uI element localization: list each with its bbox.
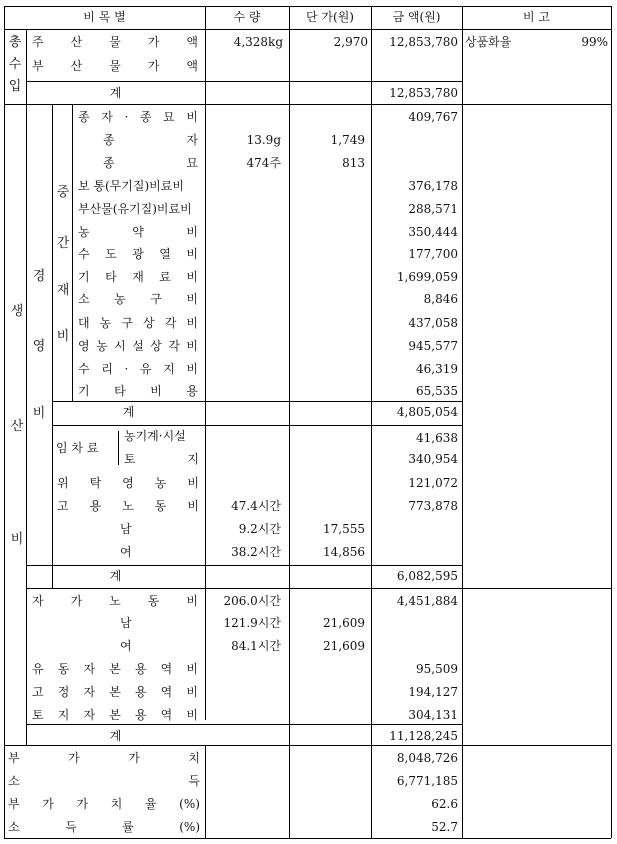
revenue-total-amount: 12,853,780	[389, 86, 458, 100]
seed-qty: 13.9g	[246, 133, 281, 147]
production-total-amount: 11,128,245	[389, 729, 458, 743]
income-rate-label-char: (%)	[179, 820, 200, 834]
table-rule-horizontal	[26, 724, 462, 725]
production-group-char: 비	[10, 532, 24, 547]
revenue-group-char: 입	[8, 79, 22, 94]
fixed-capital-label-char: 정	[57, 685, 70, 699]
intermediate-cost-char: 비	[56, 329, 70, 344]
small-tools-label-char: 소	[78, 292, 90, 306]
seed-total-label-char: ·	[124, 110, 129, 124]
machinery-depreciation-label-char: 비	[186, 316, 198, 330]
hired-labor-label-char: 비	[187, 499, 199, 513]
income-rate-label-char: 득	[65, 820, 77, 834]
main-product-label	[32, 35, 198, 49]
header-qty: 수 량	[233, 10, 261, 24]
value-added-rate-label-char: 치	[110, 797, 123, 811]
own-labor-amount: 4,451,884	[396, 594, 458, 608]
table-rule-horizontal	[26, 565, 462, 566]
income-rate-label-char: 률	[122, 820, 134, 834]
table-rule-horizontal	[4, 838, 611, 839]
own-male-label: 남	[120, 616, 132, 630]
revenue-group-char: 총	[8, 35, 22, 50]
hired-labor-qty: 47.4시간	[231, 499, 281, 513]
seedling-label-char: 묘	[186, 156, 198, 170]
land-capital-amount: 304,131	[408, 708, 458, 722]
rent-bracket	[118, 431, 119, 465]
table-rule-horizontal	[4, 104, 611, 105]
table-rule-vertical	[289, 6, 290, 838]
machinery-depreciation-label-char: 각	[164, 316, 177, 330]
other-costs-label-char: 기	[78, 384, 90, 398]
repair-label-char: 수	[78, 362, 90, 376]
other-costs-label-char: 타	[114, 384, 126, 398]
seed-label-char: 종	[103, 133, 115, 147]
by-product-label-char: 부	[32, 59, 44, 73]
machinery-depreciation-label	[78, 316, 198, 330]
table-rule-vertical	[611, 6, 612, 838]
value-added-label-char: 부	[8, 751, 20, 765]
value-added-rate-label-char: 부	[8, 797, 20, 811]
main-product-label-char: 액	[186, 35, 198, 49]
repair-label-char: 비	[186, 362, 198, 376]
other-materials-label-char: 기	[78, 270, 90, 284]
machinery-depreciation-amount: 437,058	[408, 316, 458, 330]
working-capital-label-char: 역	[160, 662, 173, 676]
intermediate-total-amount: 4,805,054	[396, 405, 458, 419]
value-added-amount: 8,048,726	[396, 751, 458, 765]
fixed-capital-label-char: 용	[134, 685, 147, 699]
own-female-label: 여	[120, 639, 132, 653]
small-tools-label-char: 구	[150, 292, 162, 306]
seed-total-label-char: 종	[78, 110, 90, 124]
fixed-capital-label-char: 비	[186, 685, 198, 699]
seedling-label-char: 종	[103, 156, 115, 170]
facility-depreciation-label-char: 영	[78, 339, 90, 353]
seed-unit: 1,749	[330, 133, 365, 147]
fert-byproduct-label: 부산물(유기질)비료비	[78, 202, 192, 216]
by-product-label-char: 물	[109, 59, 121, 73]
pesticide-amount: 350,444	[408, 225, 458, 239]
utilities-label-char: 열	[159, 247, 171, 261]
pesticide-label	[78, 225, 198, 239]
facility-depreciation-amount: 945,577	[408, 339, 458, 353]
facility-depreciation-label-char: 비	[186, 339, 198, 353]
intermediate-cost-char: 간	[56, 236, 70, 251]
value-added-label-char: 가	[128, 751, 140, 765]
seed-total-amount: 409,767	[408, 110, 458, 124]
table-rule-vertical	[26, 104, 27, 745]
management-cost-char: 경	[32, 269, 46, 284]
header-note: 비 고	[523, 10, 550, 24]
main-product-unit: 2,970	[333, 35, 368, 49]
management-cost-char: 비	[32, 406, 46, 421]
contract-label-char: 비	[187, 476, 199, 490]
facility-depreciation-label-char: 상	[150, 339, 162, 353]
utilities-label-char: 도	[105, 247, 117, 261]
working-capital-label	[32, 662, 198, 676]
seed-total-label	[78, 110, 198, 124]
header-amount: 금 액(원)	[392, 10, 441, 24]
repair-label-char: 리	[101, 362, 113, 376]
own-labor-label-char: 노	[109, 594, 121, 608]
management-total-amount: 6,082,595	[396, 569, 458, 583]
facility-depreciation-label-char: 농	[96, 339, 108, 353]
rent-land-label-char: 토	[124, 452, 136, 466]
repair-label-char: ·	[124, 362, 129, 376]
income-amount: 6,771,185	[396, 774, 458, 788]
rent-land-label-char: 지	[187, 452, 199, 466]
intermediate-cost-char: 재	[56, 283, 70, 298]
land-capital-label-char: 자	[83, 708, 96, 722]
own-labor-label-char: 동	[147, 594, 160, 608]
hired-labor-label-char: 용	[89, 499, 102, 513]
land-capital-label-char: 토	[32, 708, 44, 722]
value-added-rate-label-char: (%)	[179, 797, 200, 811]
own-labor-qty: 206.0시간	[223, 594, 281, 608]
repair-label-char: 유	[139, 362, 152, 376]
hired-male-qty: 9.2시간	[238, 522, 281, 536]
revenue-total-label: 계	[109, 86, 122, 100]
other-materials-label-char: 재	[132, 270, 144, 284]
table-rule-vertical	[462, 6, 463, 838]
working-capital-label-char: 본	[109, 662, 121, 676]
income-rate-label-char: 소	[8, 820, 20, 834]
by-product-label	[32, 59, 198, 73]
table-rule-vertical	[52, 104, 53, 588]
hired-male-unit: 17,555	[323, 522, 365, 536]
land-capital-label-char: 역	[160, 708, 173, 722]
small-tools-label-char: 농	[114, 292, 126, 306]
small-tools-amount: 8,846	[423, 292, 458, 306]
management-cost-char: 영	[32, 339, 46, 354]
table-rule-vertical	[205, 6, 206, 720]
utilities-label-char: 비	[186, 247, 198, 261]
working-capital-label-char: 자	[83, 662, 96, 676]
hired-labor-label	[57, 499, 199, 513]
land-capital-label	[32, 708, 198, 722]
main-product-qty: 4,328kg	[233, 35, 283, 49]
seed-total-label-char: 종	[139, 110, 152, 124]
fixed-capital-label-char: 고	[32, 685, 44, 699]
rent-land-label	[124, 452, 199, 466]
other-costs-label-char: 용	[186, 384, 198, 398]
other-materials-label-char: 비	[186, 270, 198, 284]
other-costs-label-char: 비	[150, 384, 162, 398]
fert-byproduct-amount: 288,571	[408, 202, 458, 216]
rent-machine-amount: 41,638	[416, 431, 458, 445]
table-rule-vertical	[72, 104, 73, 401]
working-capital-label-char: 유	[32, 662, 44, 676]
income-label	[8, 774, 200, 788]
seedling-unit: 813	[342, 156, 365, 170]
contract-label-char: 위	[57, 476, 69, 490]
value-added-rate-label-char: 율	[144, 797, 157, 811]
fert-normal-label: 보 통(무기질)비료비	[78, 179, 184, 193]
facility-depreciation-label-char: 설	[132, 339, 144, 353]
main-product-label-char: 물	[109, 35, 121, 49]
table-rule-vertical	[205, 745, 206, 838]
main-product-amount: 12,853,780	[389, 35, 458, 49]
own-labor-label-char: 비	[186, 594, 198, 608]
commercialization-label: 상품화율	[465, 35, 512, 49]
hired-male-label: 남	[120, 522, 132, 536]
value-added-rate-label	[8, 797, 200, 811]
land-capital-label-char: 본	[109, 708, 121, 722]
table-rule-horizontal	[26, 81, 462, 82]
rent-machine-label: 농기계·시설	[124, 429, 186, 443]
seed-label-char: 자	[186, 133, 198, 147]
by-product-label-char: 액	[186, 59, 198, 73]
seed-total-label-char: 자	[101, 110, 113, 124]
own-labor-label	[32, 594, 198, 608]
seedling-qty: 474주	[246, 156, 281, 170]
fixed-capital-label-char: 자	[83, 685, 96, 699]
other-materials-amount: 1,699,059	[396, 270, 458, 284]
fixed-capital-label	[32, 685, 198, 699]
hired-labor-amount: 773,878	[408, 499, 458, 513]
table-rule-horizontal	[52, 401, 462, 402]
land-capital-label-char: 용	[134, 708, 147, 722]
main-product-label-char: 가	[147, 35, 160, 49]
seedling-label	[103, 156, 198, 170]
table-rule-horizontal	[26, 588, 611, 589]
commercialization-value: 99%	[581, 35, 608, 49]
other-costs-label	[78, 384, 198, 398]
value-added-label-char: 치	[188, 751, 200, 765]
facility-depreciation-label	[78, 339, 198, 353]
income-label-char: 소	[8, 774, 20, 788]
table-rule-vertical	[4, 6, 5, 838]
working-capital-label-char: 동	[57, 662, 70, 676]
fixed-capital-label-char: 역	[160, 685, 173, 699]
revenue-group-char: 수	[8, 57, 22, 72]
other-materials-label-char: 료	[159, 270, 171, 284]
fixed-capital-amount: 194,127	[408, 685, 458, 699]
utilities-amount: 177,700	[408, 247, 458, 261]
working-capital-label-char: 비	[186, 662, 198, 676]
income-rate-amount: 52.7	[431, 820, 458, 834]
value-added-rate-label-char: 가	[76, 797, 89, 811]
other-costs-amount: 65,535	[416, 384, 458, 398]
fert-normal-amount: 376,178	[408, 179, 458, 193]
contract-label	[57, 476, 199, 490]
hired-labor-label-char: 고	[57, 499, 69, 513]
repair-amount: 46,319	[416, 362, 458, 376]
pesticide-label-char: 비	[186, 225, 198, 239]
value-added-rate-amount: 62.6	[431, 797, 458, 811]
value-added-rate-label-char: 가	[42, 797, 54, 811]
rent-land-amount: 340,954	[408, 452, 458, 466]
seed-total-label-char: 비	[186, 110, 198, 124]
other-materials-label	[78, 270, 198, 284]
hired-female-qty: 38.2시간	[231, 545, 281, 559]
main-product-label-char: 주	[32, 35, 44, 49]
hired-labor-label-char: 노	[122, 499, 134, 513]
repair-label	[78, 362, 198, 376]
facility-depreciation-label-char: 시	[114, 339, 126, 353]
machinery-depreciation-label-char: 농	[99, 316, 112, 330]
contract-label-char: 영	[122, 476, 134, 490]
seed-label	[103, 133, 198, 147]
machinery-depreciation-label-char: 상	[143, 316, 155, 330]
contract-label-char: 탁	[89, 476, 102, 490]
utilities-label	[78, 247, 198, 261]
rent-label: 임 차 료	[56, 441, 99, 455]
contract-label-char: 농	[154, 476, 167, 490]
utilities-label-char: 광	[132, 247, 144, 261]
machinery-depreciation-label-char: 대	[78, 316, 90, 330]
machinery-depreciation-label-char: 구	[121, 316, 133, 330]
own-female-unit: 21,609	[323, 639, 365, 653]
seed-total-label-char: 묘	[163, 110, 175, 124]
hired-female-unit: 14,856	[323, 545, 365, 559]
main-product-label-char: 산	[70, 35, 83, 49]
own-male-unit: 21,609	[323, 616, 365, 630]
table-rule-horizontal	[4, 745, 611, 746]
management-total-label: 계	[109, 569, 122, 583]
pesticide-label-char: 농	[78, 225, 90, 239]
pesticide-label-char: 약	[132, 225, 144, 239]
repair-label-char: 지	[163, 362, 175, 376]
table-rule-horizontal	[4, 6, 611, 7]
working-capital-label-char: 용	[134, 662, 147, 676]
own-female-qty: 84.1시간	[231, 639, 281, 653]
intermediate-cost-char: 중	[56, 185, 70, 200]
facility-depreciation-label-char: 각	[168, 339, 180, 353]
table-rule-horizontal	[4, 29, 611, 30]
income-rate-label	[8, 820, 200, 834]
income-label-char: 득	[188, 774, 200, 788]
fixed-capital-label-char: 본	[109, 685, 121, 699]
small-tools-label	[78, 292, 198, 306]
by-product-label-char: 가	[147, 59, 160, 73]
other-materials-label-char: 타	[105, 270, 117, 284]
small-tools-label-char: 비	[186, 292, 198, 306]
table-rule-horizontal	[52, 425, 462, 426]
land-capital-label-char: 비	[186, 708, 198, 722]
land-capital-label-char: 지	[57, 708, 70, 722]
by-product-label-char: 산	[70, 59, 83, 73]
value-added-label	[8, 751, 200, 765]
own-male-qty: 121.9시간	[223, 616, 281, 630]
value-added-label-char: 가	[68, 751, 80, 765]
contract-amount: 121,072	[408, 476, 458, 490]
hired-female-label: 여	[120, 545, 132, 559]
production-group-char: 산	[10, 419, 24, 434]
production-total-label: 계	[109, 729, 122, 743]
own-labor-label-char: 가	[70, 594, 83, 608]
intermediate-total-label: 계	[122, 405, 135, 419]
hired-labor-label-char: 동	[154, 499, 167, 513]
working-capital-amount: 95,509	[416, 662, 458, 676]
production-group-char: 생	[10, 304, 24, 319]
header-unit: 단 가(원)	[306, 10, 354, 24]
utilities-label-char: 수	[78, 247, 90, 261]
own-labor-label-char: 자	[32, 594, 44, 608]
header-item: 비 목 별	[83, 10, 126, 24]
